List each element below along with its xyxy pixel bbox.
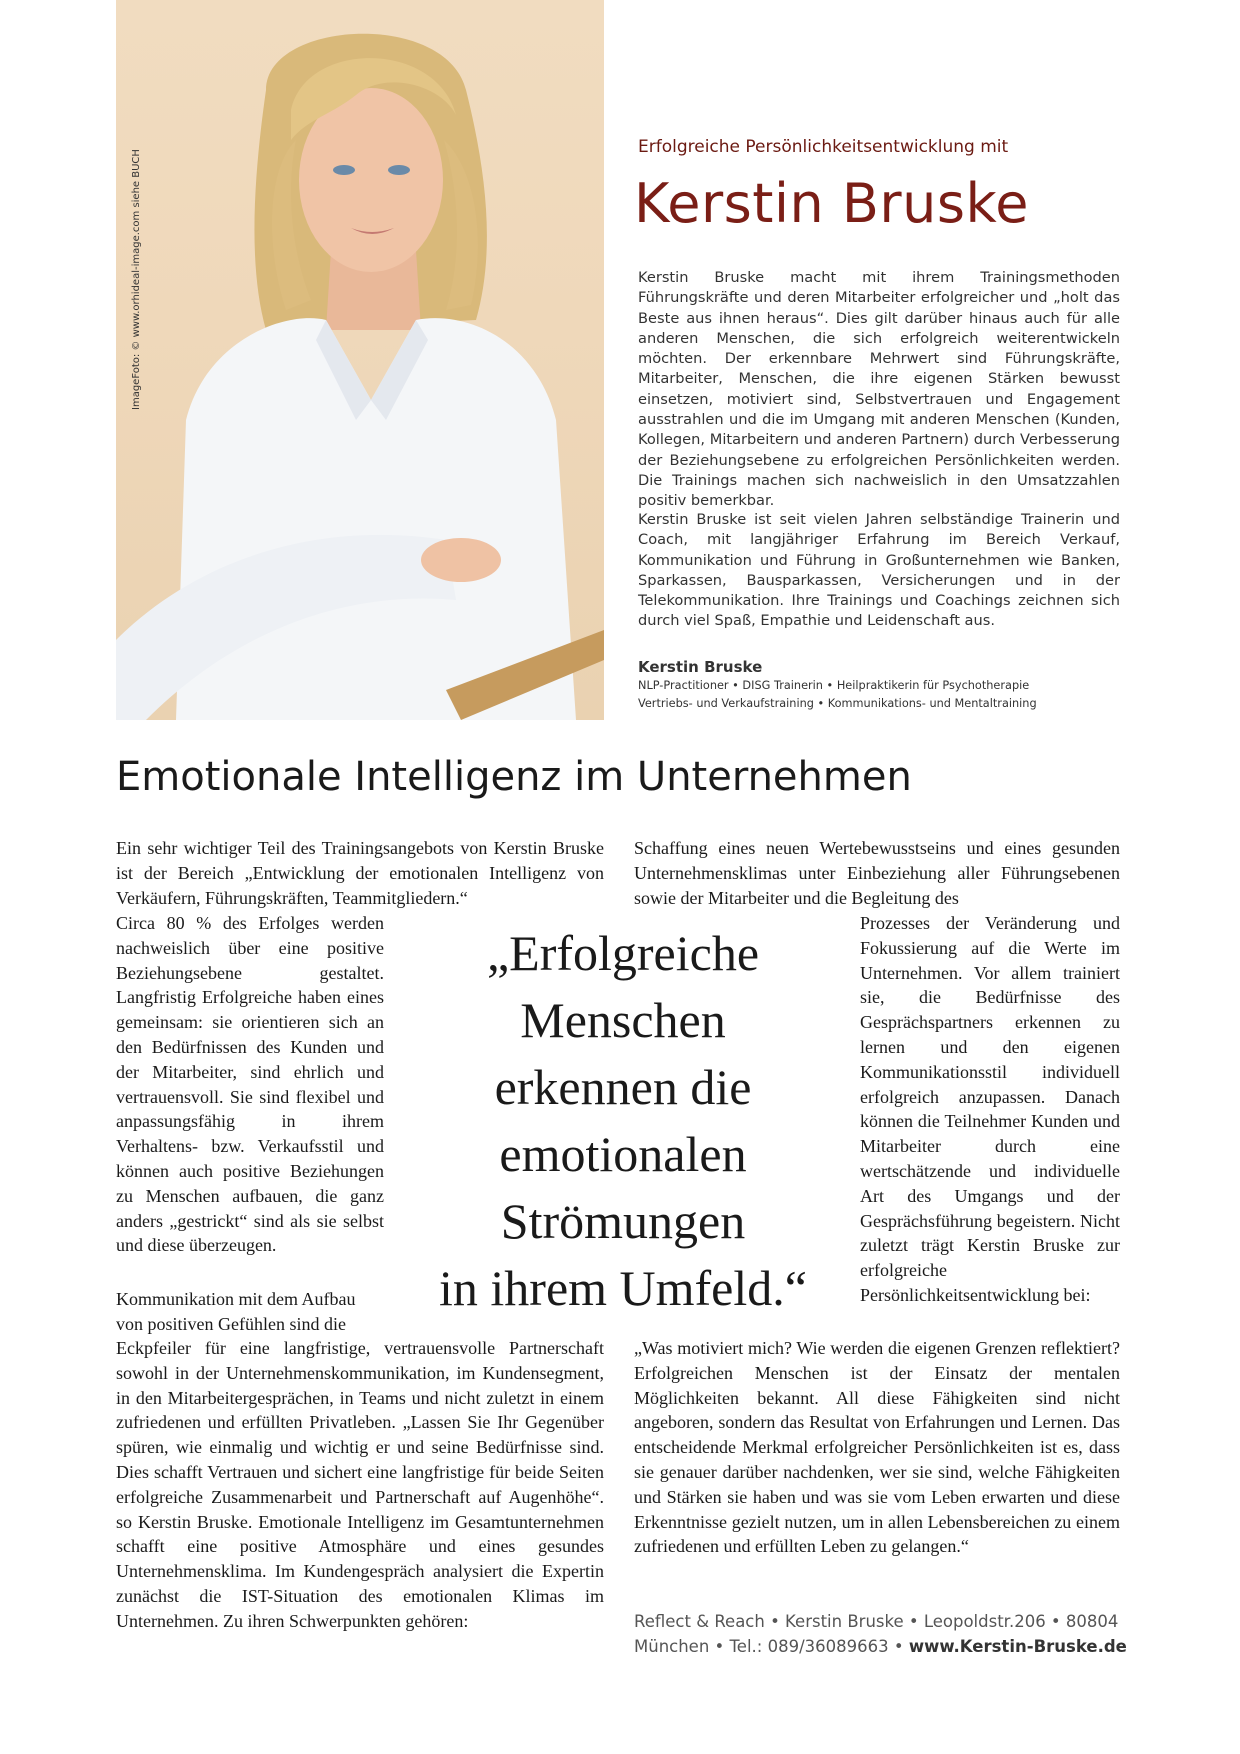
- footer-phone: München • Tel.: 089/36089663 •: [634, 1637, 904, 1656]
- right-column-bottom: „Was motiviert mich? Wie werden die eigenen Grenzen reflektiert? Erfolgreichen Menschen ist der Einsatz der mentalen Möglichkeiten bekannt. All diese Fähigkeiten sind nicht angeboren, sondern das Resultat von Erfahrungen und Lernen. Das entscheidende Merkmal erfolgreicher Persönlichkeiten ist es, dass sie genauer darüber nachdenken, wer sie sind, welche Fähigkeiten und Stärken sie haben und was sie vom Leben erwarten und diese Erkenntnisse gezielt nutzen, um in allen Lebensbereichen zu einem zufriedenen und erfüllten Leben zu gelangen.“: [634, 1338, 1120, 1557]
- pull-quote-line: „Erfolgreiche: [486, 925, 760, 981]
- right-column-narrow: Prozesses der Veränderung und Fokussierung auf die Werte im Unternehmen. Vor allem trainiert sie, die Bedürfnisse des Gesprächspartners erkennen zu lernen und den eigenen Kommunikationsstil individuell erfolgreich anzupassen. Danach können die Teilnehmer Kunden und Mitarbeiter durch eine wertschätzende und individuelle Art des Umgangs und der Gesprächsführung begeistern. Nicht zuletzt trägt Kerstin Bruske zur erfolgreiche Persönlichkeitsentwicklung bei:: [860, 913, 1120, 1305]
- pull-quote-line: in ihrem Umfeld.“: [439, 1260, 807, 1316]
- pull-quote: [418, 920, 828, 1322]
- left-column-bottom: Eckpfeiler für eine langfristige, vertrauensvolle Partnerschaft sowohl in der Unternehmenskommunikation, im Kundensegment, in den Mitarbeitergesprächen, in Teams und nicht zuletzt in einem zufriedenen und erfüllten Privatleben. „Lassen Sie Ihr Gegenüber spüren, wie einmalig und wichtig er und seine Bedürfnisse sind. Dies schafft Vertrauen und sichert eine langfristige für beide Seiten erfolgreiche Zusammenarbeit und Partnerschaft auf Augenhöhe“. so Kerstin Bruske. Emotionale Intelligenz im Gesamtunternehmen schafft eine positive Atmosphäre und eines gesundes Unternehmensklima. Im Kundengespräch analysiert die Expertin zunächst die IST-Situation des emotionalen Klimas im Unternehmen. Zu ihren Schwerpunkten gehören:: [116, 1338, 604, 1631]
- portrait-illustration: [116, 0, 604, 720]
- pull-quote-line: Menschen: [520, 992, 726, 1048]
- pull-quote-line: Strömungen: [500, 1193, 746, 1249]
- left-column-narrow: Circa 80 % des Erfolges werden nachweislich über eine positive Beziehungsebene gestaltet. Langfristig Erfolgreiche haben eines gemeinsam: sie orientieren sich an den Bedürfnissen des Kunden und der Mitarbeiter, sind ehrlich und vertrauensvoll. Sie sind flexibel und anpassungsfähig in ihrem Verhaltens- bzw. Verkaufsstil und können auch positive Beziehungen zu Menschen aufbauen, die ganz anders „gestrickt“ sind als sie selbst und diese überzeugen.: [116, 913, 384, 1256]
- kicker-text: Erfolgreiche Persönlichkeitsentwicklung mit: [638, 137, 1009, 157]
- signature-qualifications-1: NLP-Practitioner • DISG Trainerin • Heilpraktikerin für Psychotherapie: [638, 679, 1030, 692]
- website-link[interactable]: www.Kerstin-Bruske.de: [908, 1637, 1127, 1656]
- page-title: Kerstin Bruske: [634, 172, 1030, 235]
- right-column-intro: Schaffung eines neuen Wertebewusstseins und eines gesunden Unternehmensklimas unter Einbeziehung aller Führungsebenen sowie der Mitarbeiter und die Begleitung des: [634, 838, 1120, 908]
- footer-address: Reflect & Reach • Kerstin Bruske • Leopoldstr.206 • 80804: [634, 1612, 1119, 1631]
- left-column-intro: Ein sehr wichtiger Teil des Trainingsangebots von Kerstin Bruske ist der Bereich „Entwicklung der emotionalen Intelligenz von Verkäufern, Führungskräften, Teammitgliedern.“: [116, 838, 604, 908]
- pull-quote-line: erkennen die: [494, 1059, 752, 1115]
- photo-credit: ImageFoto: © www.orhideal-image.com siehe BUCH: [131, 149, 142, 410]
- footer-contact: [634, 1637, 1127, 1656]
- signature-name: Kerstin Bruske: [638, 658, 763, 676]
- intro-paragraph-1: Kerstin Bruske macht mit ihrem Trainingsmethoden Führungskräfte und deren Mitarbeiter erfolgreicher und „holt das Beste aus ihnen heraus“. Dies gilt darüber hinaus auch für alle anderen Menschen, die sich erfolgreich weiterentwickeln möchten. Der erkennbare Mehrwert sind Führungskräfte, Mitarbeiter, Menschen, die ihre eigenen Stärken bewusst einsetzen, motiviert sind, Selbstvertrauen und Engagement ausstrahlen und die im Umgang mit anderen Menschen (Kunden, Kollegen, Mitarbeitern und anderen Partnern) durch Verbesserung der Beziehungsebene zu erfolgreichen Persönlichkeiten werden. Die Trainings machen sich nachweislich in den Umsatzzahlen positiv bemerkbar.: [638, 269, 1120, 510]
- signature-qualifications-2: Vertriebs- und Verkaufstraining • Kommunikations- und Mentaltraining: [638, 697, 1037, 710]
- intro-paragraph-2: Kerstin Bruske ist seit vielen Jahren selbständige Trainerin und Coach, mit langjähriger Erfahrung im Bereich Verkauf, Kommunikation und Führung in Großunternehmen wie Banken, Sparkassen, Bausparkassen, Versicherungen und in der Telekommunikation. Ihre Trainings und Coachings zeichnen sich durch viel Spaß, Empathie und Leidenschaft aus.: [638, 511, 1120, 630]
- pull-quote-line: emotionalen: [499, 1126, 747, 1182]
- article-headline: Emotionale Intelligenz im Unternehmen: [116, 754, 912, 800]
- portrait-photo: [116, 0, 604, 720]
- left-column-narrow-2: Kommunikation mit dem Aufbau von positiven Gefühlen sind die: [116, 1289, 356, 1334]
